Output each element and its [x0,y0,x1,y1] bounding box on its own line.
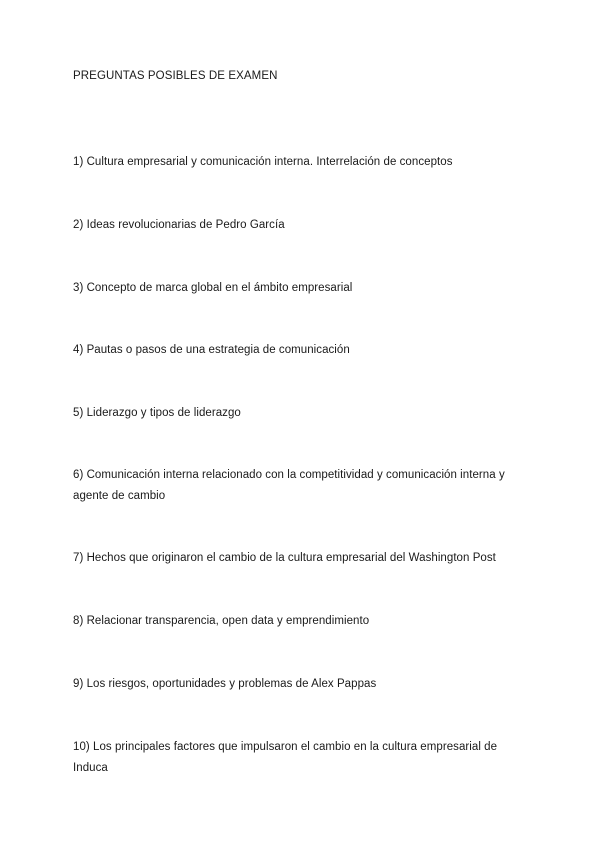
question-1: 1) Cultura empresarial y comunicación interna. Interrelación de conceptos [73,156,453,168]
question-6: 6) Comunicación interna relacionado con la competitividad y comunicación interna y agente de cambio [73,469,505,502]
question-5: 5) Liderazgo y tipos de liderazgo [73,407,241,419]
question-9: 9) Los riesgos, oportunidades y problemas de Alex Pappas [73,678,377,690]
question-4: 4) Pautas o pasos de una estrategia de comunicación [73,344,350,356]
question-10: 10) Los principales factores que impulsaron el cambio en la cultura empresarial de Induca [73,741,498,774]
question-3: 3) Concepto de marca global en el ámbito empresarial [73,282,353,294]
question-8: 8) Relacionar transparencia, open data y emprendimiento [73,615,370,627]
question-7: 7) Hechos que originaron el cambio de la cultura empresarial del Washington Post [73,552,496,564]
question-2: 2) Ideas revolucionarias de Pedro García [73,219,285,231]
document-title: PREGUNTAS POSIBLES DE EXAMEN [73,70,278,82]
